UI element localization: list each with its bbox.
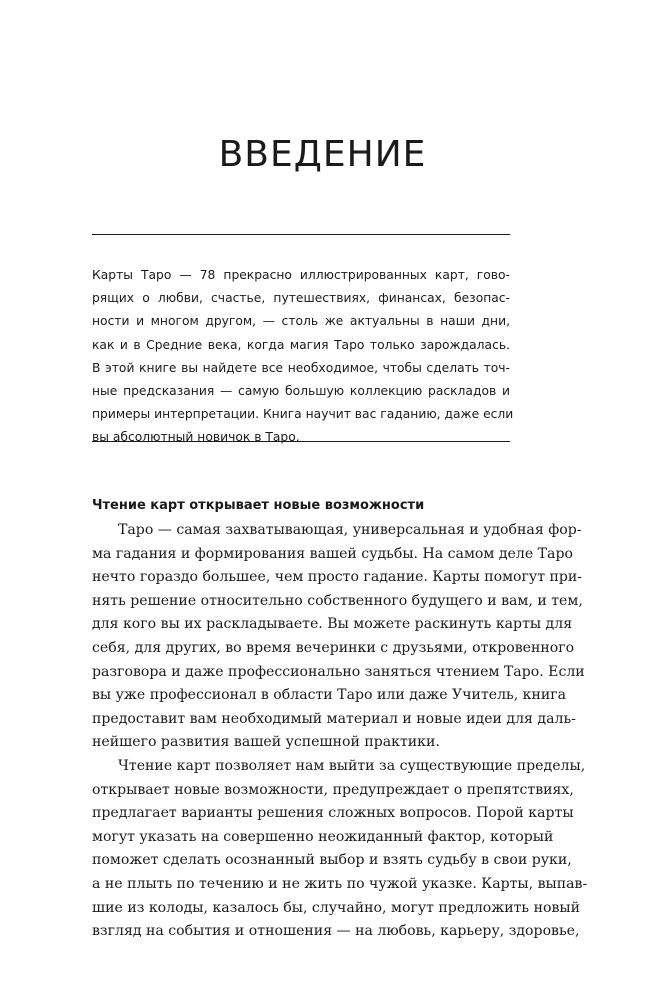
- paragraph-2-line: Чтение карт позволяет нам выйти за существующие пределы,: [118, 757, 586, 774]
- intro-line: рящих о любви, счастье, путешествиях, финансах, безопас-: [92, 291, 510, 306]
- paragraph-1-line: предоставит вам необходимый материал и новые идеи для даль-: [92, 710, 576, 727]
- top-divider: [92, 234, 510, 235]
- intro-line: примеры интерпретации. Книга научит вас гаданию, даже если: [92, 407, 514, 422]
- paragraph-2-line: а не плыть по течению и не жить по чужой указке. Карты, выпав-: [92, 875, 588, 892]
- paragraph-2-line: открывает новые возможности, предупреждает о препятствиях,: [92, 781, 574, 798]
- paragraph-2-line: поможет сделать осознанный выбор и взять судьбу в свои руки,: [92, 852, 572, 869]
- intro-blurb: [92, 264, 514, 450]
- paragraph-1-line: Таро — самая захватывающая, универсальная и удобная фор-: [118, 522, 582, 538]
- paragraph-1-line: нять решение относительно собственного будущего и вам, и тем,: [92, 592, 583, 609]
- body-text: [92, 519, 588, 944]
- paragraph-1-line: для кого вы их раскладываете. Вы можете раскинуть карты для: [92, 616, 573, 633]
- bottom-divider: [92, 441, 510, 442]
- paragraph-1-line: ма гадания и формирования вашей судьбы. На самом деле Таро: [92, 545, 573, 562]
- paragraph-1-line: нечто гораздо большее, чем просто гадание. Карты помогут при-: [92, 569, 583, 586]
- paragraph-1-line: вы уже профессионал в области Таро или даже Учитель, книга: [92, 687, 567, 704]
- paragraph-1-line: разговора и даже профессионально заняться чтением Таро. Если: [92, 663, 585, 680]
- paragraph-2-line: взгляд на события и отношения — на любовь, карьеру, здоровье,: [92, 923, 580, 940]
- intro-line: В этой книге вы найдете все необходимое, чтобы сделать точ-: [92, 360, 510, 375]
- section-heading: Чтение карт открывает новые возможности: [92, 498, 425, 513]
- intro-line: Карты Таро — 78 прекрасно иллюстрированных карт, гово-: [92, 268, 510, 282]
- paragraph-2-line: предлагает варианты решения сложных вопросов. Порой карты: [92, 805, 574, 822]
- paragraph-2-line: могут указать на совершенно неожиданный фактор, который: [92, 828, 554, 845]
- intro-line: ные предсказания — самую большую коллекцию раскладов и: [92, 384, 510, 399]
- intro-line: как и в Средние века, когда магия Таро только зарождалась.: [92, 337, 510, 352]
- paragraph-1-line: себя, для других, во время вечеринки с друзьями, откровенного: [92, 639, 575, 656]
- paragraph-1-line: нейшего развития вашей успешной практики.: [92, 734, 440, 751]
- chapter-title: ВВЕДЕНИЕ: [218, 134, 427, 175]
- intro-line: ности и многом другом, — столь же актуальны в наши дни,: [92, 314, 510, 329]
- paragraph-2-line: шие из колоды, казалось бы, случайно, могут предложить новый: [92, 899, 581, 916]
- intro-line: вы абсолютный новичок в Таро.: [92, 430, 300, 445]
